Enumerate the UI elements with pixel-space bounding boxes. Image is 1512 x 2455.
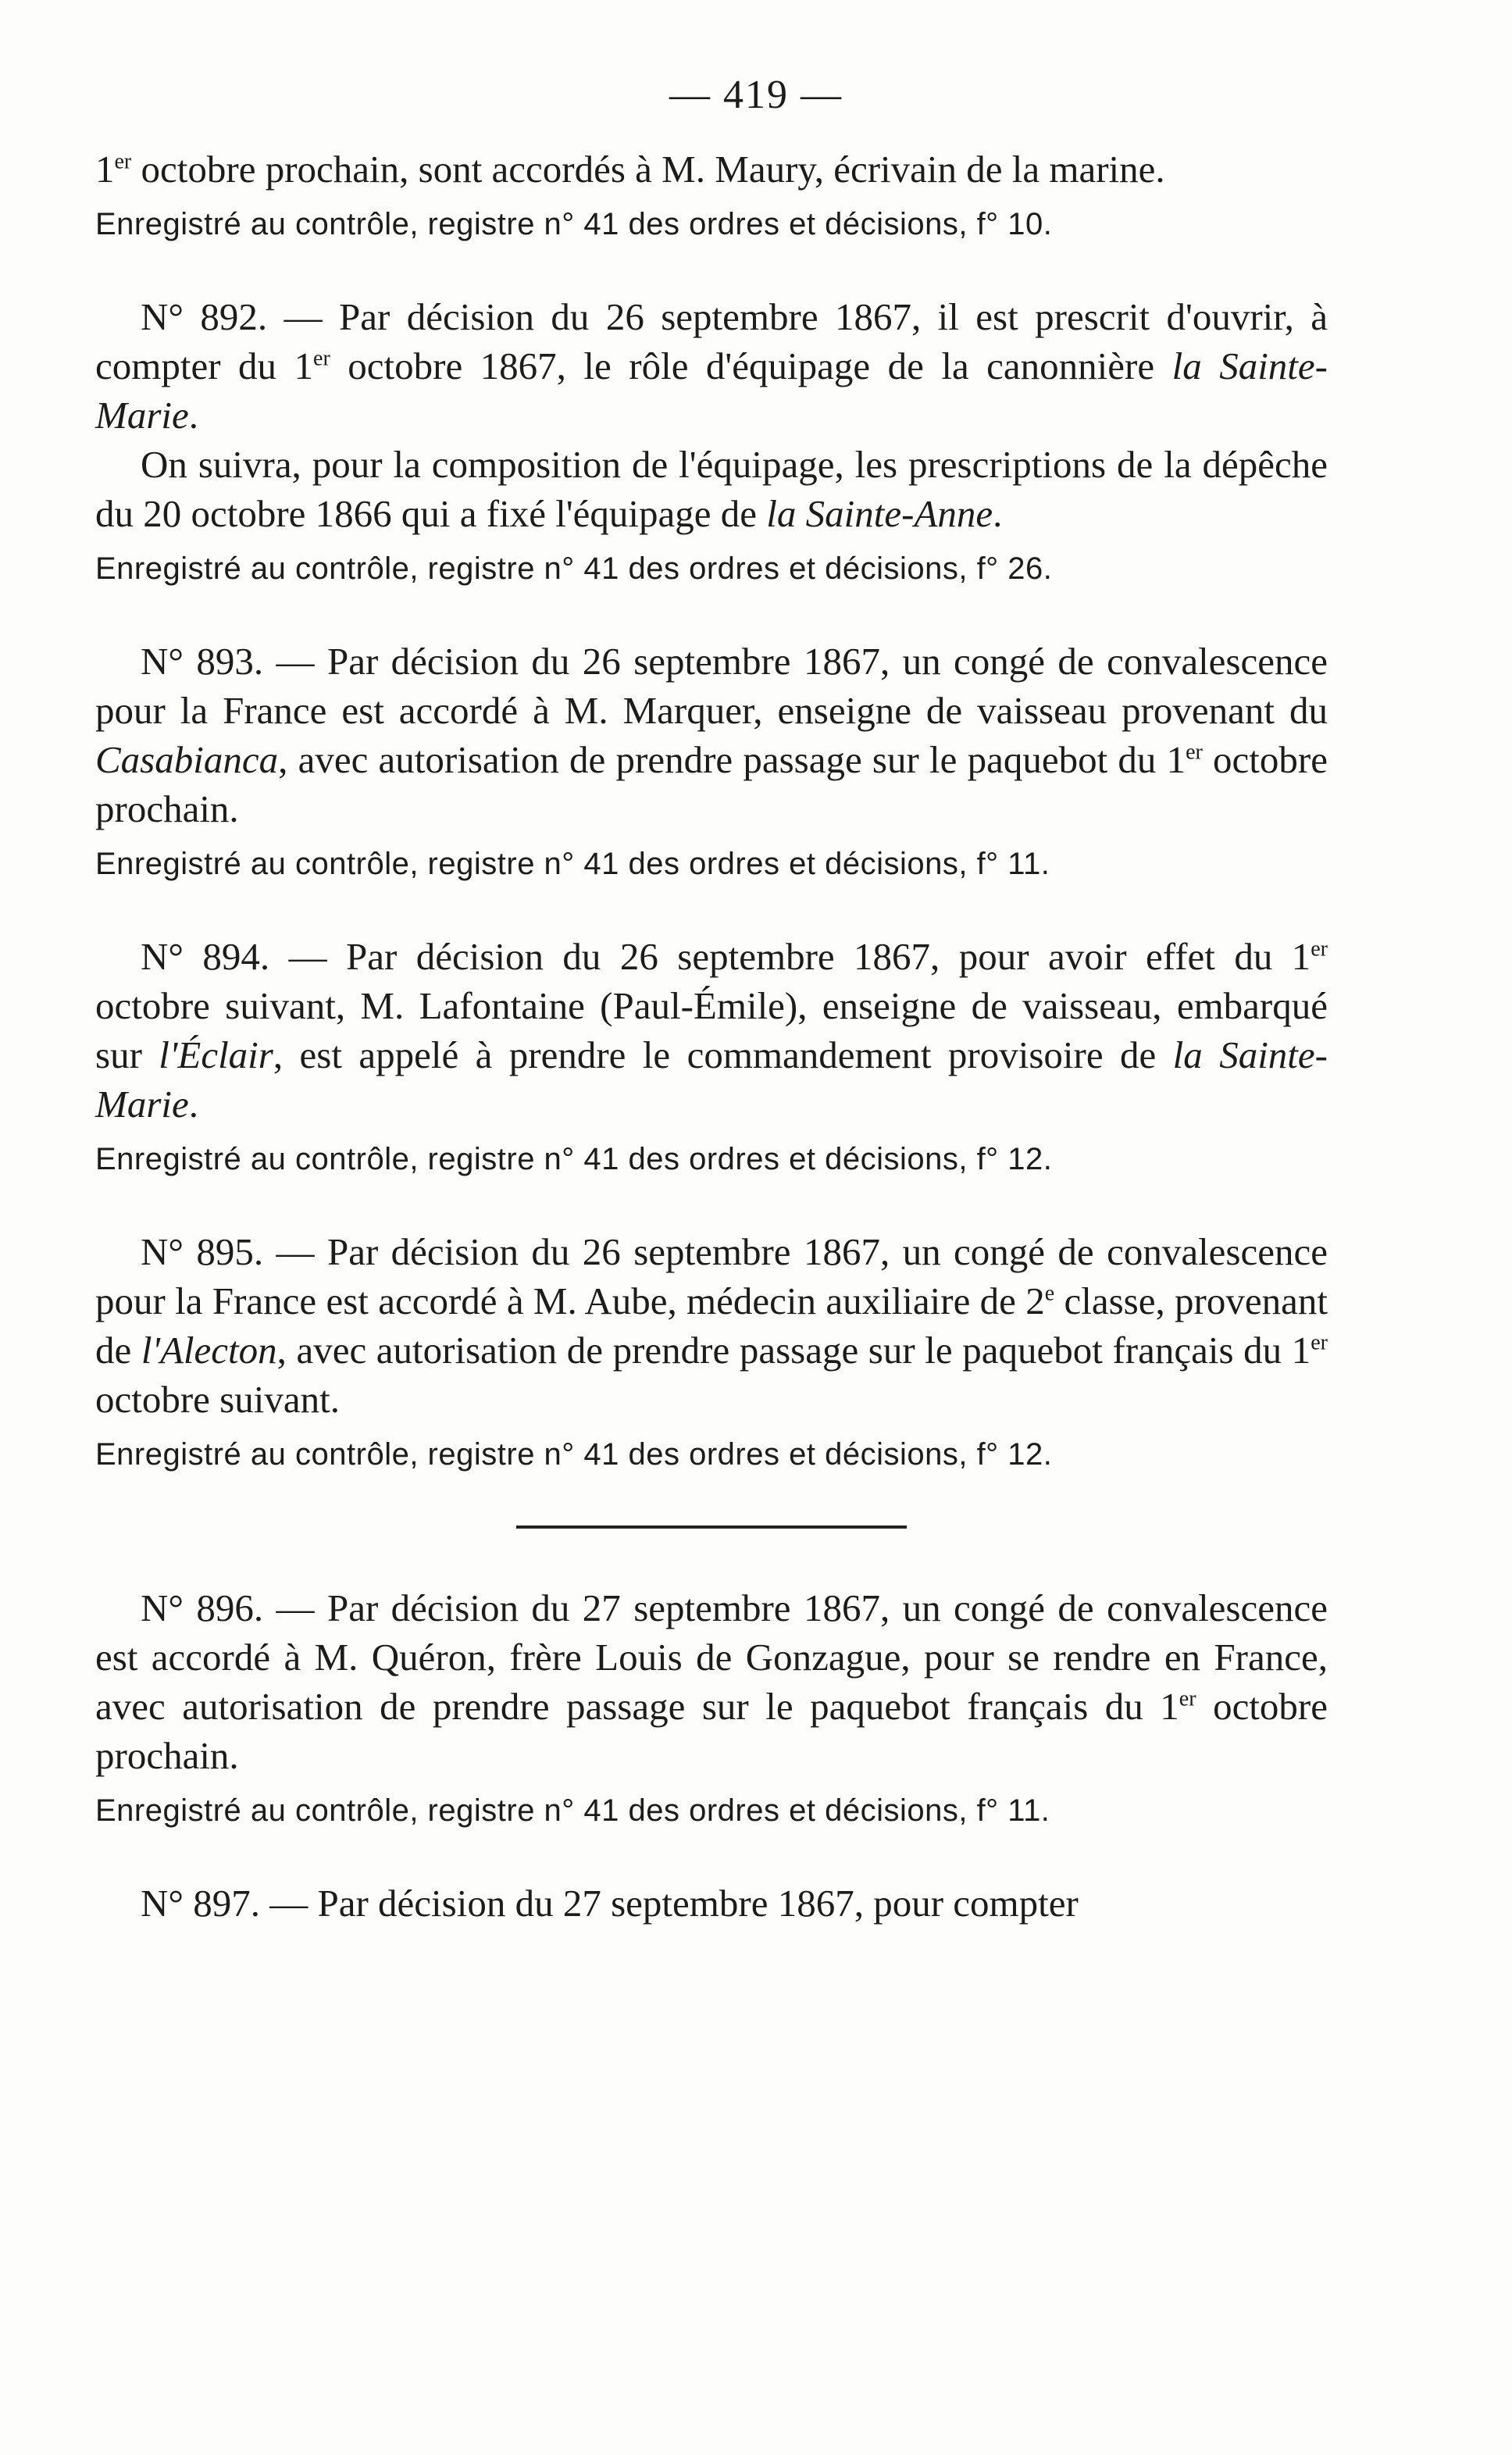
decision-paragraph bbox=[95, 932, 1328, 1129]
paragraph-text: octobre prochain. bbox=[95, 1685, 1328, 1777]
paragraph-text: . bbox=[993, 492, 1003, 535]
ship-name: l'Alecton bbox=[141, 1329, 277, 1372]
decision-number: N° 897. bbox=[141, 1882, 260, 1925]
intro-superscript: er bbox=[114, 149, 132, 174]
paragraph-text: — Par décision du 26 septembre 1867, un congé de convalescence pour la France est accordé à M. Aube, médecin auxiliaire de 2 bbox=[95, 1230, 1328, 1322]
decision-paragraph bbox=[95, 1583, 1328, 1780]
superscript: er bbox=[313, 346, 330, 371]
registration-line: Enregistré au contrôle, registre n° 41 des ordres et décisions, f° 11. bbox=[95, 847, 1050, 881]
registration-line: Enregistré au contrôle, registre n° 41 des ordres et décisions, f° 12. bbox=[95, 1142, 1053, 1176]
intro-text-a: 1 bbox=[95, 148, 115, 191]
text-column bbox=[95, 145, 1328, 1928]
decision-number: N° 895. bbox=[141, 1230, 264, 1273]
paragraph-text: — Par décision du 27 septembre 1867, un congé de convalescence est accordé à M. Quéron, frère Louis de Gonzague, pour se rendre en France, avec autorisation de prendre passage sur le paquebot français du 1 bbox=[95, 1586, 1328, 1728]
paragraph-text: — Par décision du 26 septembre 1867, il est prescrit d'ouvrir, à compter du 1 bbox=[95, 295, 1328, 387]
registration-line: Enregistré au contrôle, registre n° 41 des ordres et décisions, f° 26. bbox=[95, 551, 1053, 586]
decision-entries bbox=[95, 292, 1328, 1928]
paragraph-text: classe, provenant de bbox=[95, 1279, 1328, 1372]
superscript: e bbox=[1044, 1281, 1055, 1306]
decision-number: N° 892. bbox=[141, 295, 268, 338]
decision-paragraph bbox=[95, 1879, 1328, 1928]
decision-paragraph bbox=[95, 637, 1328, 833]
decision-entry bbox=[95, 637, 1328, 887]
registration-line: Enregistré au contrôle, registre n° 41 des ordres et décisions, f° 12. bbox=[95, 1437, 1053, 1472]
paragraph-text: — Par décision du 27 septembre 1867, pour compter bbox=[259, 1882, 1079, 1925]
decision-number: N° 893. bbox=[141, 640, 264, 683]
ship-name: la Sainte-Marie bbox=[95, 344, 1328, 437]
registration-line: Enregistré au contrôle, registre n° 41 des ordres et décisions, f° 10. bbox=[95, 207, 1053, 241]
decision-entry bbox=[95, 932, 1328, 1182]
superscript: er bbox=[1179, 1686, 1196, 1711]
paragraph-text: , avec autorisation de prendre passage sur le paquebot du 1 bbox=[278, 738, 1186, 781]
registration-line: Enregistré au contrôle, registre n° 41 des ordres et décisions, f° 11. bbox=[95, 1793, 1050, 1828]
paragraph-text: . bbox=[188, 1083, 198, 1126]
decision-entry bbox=[95, 1227, 1328, 1477]
paragraph-text: , est appelé à prendre le commandement provisoire de bbox=[273, 1033, 1173, 1076]
paragraph-text: . bbox=[188, 394, 198, 437]
section-divider bbox=[516, 1525, 907, 1529]
paragraph-text: — Par décision du 26 septembre 1867, un congé de convalescence pour la France est accordé à M. Marquer, enseigne de vaisseau provenant du bbox=[95, 640, 1328, 732]
paragraph-text: octobre suivant, M. Lafontaine (Paul-Émile), enseigne de vaisseau, embarqué sur bbox=[95, 984, 1328, 1076]
superscript: er bbox=[1186, 740, 1203, 765]
decision-number: N° 894. bbox=[141, 935, 270, 978]
ship-name: la Sainte-Anne bbox=[766, 492, 993, 535]
decision-number: N° 896. bbox=[141, 1586, 264, 1629]
decision-paragraph bbox=[95, 1227, 1328, 1424]
decision-paragraph-continued bbox=[95, 440, 1328, 538]
paragraph-text: octobre 1867, le rôle d'équipage de la canonnière bbox=[330, 344, 1172, 387]
intro-paragraph bbox=[95, 145, 1328, 194]
superscript: er bbox=[1311, 1330, 1328, 1355]
ship-name: l'Éclair bbox=[159, 1033, 273, 1076]
paragraph-text: octobre suivant. bbox=[95, 1378, 340, 1421]
intro-text-b: octobre prochain, sont accordés à M. Maury, écrivain de la marine. bbox=[131, 148, 1165, 191]
decision-entry bbox=[95, 1583, 1328, 1833]
decision-entry bbox=[95, 292, 1328, 591]
superscript: er bbox=[1311, 937, 1328, 962]
decision-paragraph bbox=[95, 292, 1328, 440]
intro-block bbox=[95, 145, 1328, 247]
paragraph-text: On suivra, pour la composition de l'équipage, les prescriptions de la dépêche du 20 octobre 1866 qui a fixé l'équipage de bbox=[95, 443, 1328, 535]
page-number: — 419 — bbox=[669, 73, 843, 117]
ship-name: la Sainte-Marie bbox=[95, 1033, 1328, 1126]
paragraph-text: octobre prochain. bbox=[95, 738, 1328, 830]
ship-name: Casabianca bbox=[95, 738, 279, 781]
paragraph-text: — Par décision du 26 septembre 1867, pour avoir effet du 1 bbox=[269, 935, 1311, 978]
paragraph-text: , avec autorisation de prendre passage sur le paquebot français du 1 bbox=[276, 1329, 1311, 1372]
decision-entry bbox=[95, 1879, 1328, 1928]
